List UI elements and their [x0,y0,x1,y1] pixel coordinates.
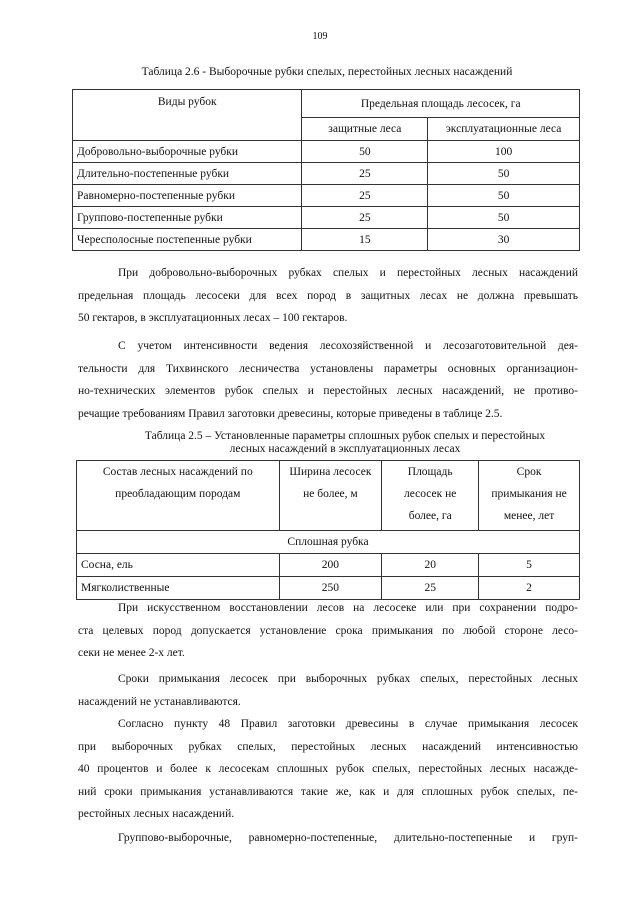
table-cell: Чересполосные постепенные рубки [73,229,302,251]
header-text: Срок [516,466,542,478]
header-text: Состав лесных насаждений по [102,466,253,478]
header-text: Площадь [407,466,453,478]
caption-line: лесных насаждений в эксплуатационных лесах [229,443,461,455]
table-header-cell [479,461,580,531]
table-header-cell: Предельная площадь лесосек, га [302,90,580,118]
text-line: предельная площадь лесосеки для всех пород в защитных лесах не должна превышать [78,289,578,302]
text-line: насаждений не устанавливаются. [78,695,241,708]
text-line: ста целевых пород допускается установление срока примыкания по любой стороне лесо- [78,624,578,637]
caption-line: Таблица 2.5 – Установленные параметры сплошных рубок спелых и перестойных [144,430,546,442]
table-cell: 50 [428,185,580,207]
table-cell: 30 [428,229,580,251]
text-line: 40 процентов и более к лесосекам сплошных рубок спелых, перестойных лесных насажде- [78,763,578,775]
table-cell: Равномерно-постепенные рубки [73,185,302,207]
table-header-cell: защитные леса [302,118,428,141]
paragraph [78,262,578,330]
text-line: Сроки примыкания лесосек при выборочных рубках спелых, перестойных лесных [118,673,578,685]
text-line: Согласно пункту 48 Правил заготовки древесины в случае примыкания лесосек [118,718,578,730]
table-header-cell: эксплуатационные леса [428,118,580,141]
table-cell: 50 [302,141,428,163]
table-cell: 25 [382,577,479,600]
table-cell: 50 [428,207,580,229]
clear-cuttings-table [76,460,580,600]
paragraph [78,668,578,713]
table-cell: 25 [302,185,428,207]
table-caption [110,430,580,456]
text-line: при выборочных рубках спелых, перестойных лесных насаждений интенсивностью [78,740,578,753]
selective-cuttings-table [72,89,580,251]
text-line: речащие требованиям Правил заготовки древесины, которые приведены в таблице 2.5. [78,407,503,420]
paragraph [78,335,578,425]
paragraph [78,597,578,665]
table-cell: 200 [279,554,382,577]
text-line: 50 гектаров, в эксплуатационных лесах – 100 гектаров. [78,312,348,324]
text-line: ний сроки примыкания устанавливаются такие же, как и для сплошных рубок спелых, пе- [78,785,578,798]
header-text: преобладающим породам [115,488,241,500]
table-row [73,163,580,185]
text-line: тельности для Тихвинского лесничества установлены параметры основных организацион- [78,362,578,375]
text-line: Группово-выборочные, равномерно-постепенные, длительно-постепенные и груп- [118,832,578,844]
table-cell: 50 [428,163,580,185]
table-cell: 25 [302,207,428,229]
table-header-cell [382,461,479,531]
table-row [73,229,580,251]
table-cell: 100 [428,141,580,163]
text-line: рестойных лесных насаждений. [78,808,235,820]
table-cell: 2 [479,577,580,600]
text-line: При искусственном восстановлении лесов на лесосеке или при сохранении подро- [118,602,578,614]
text-line: но-технических элементов рубок спелых и перестойных лесных насаждений, не противо- [78,385,578,397]
table-row [73,207,580,229]
table-cell: Сосна, ель [77,554,280,577]
page-number: 109 [312,31,328,42]
table-section-row: Сплошная рубка [77,531,580,554]
table-row [73,185,580,207]
header-text: менее, лет [503,510,555,522]
table-cell: Мягколиственные [77,577,280,600]
table-header-cell [77,461,280,531]
table-row [77,554,580,577]
table-cell: 250 [279,577,382,600]
table-cell: 25 [302,163,428,185]
text-line: С учетом интенсивности ведения лесохозяйственной и лесозаготовительной дея- [118,340,578,352]
table-row [73,141,580,163]
header-text: примыкания не [491,488,567,500]
text-line: секи не менее 2-х лет. [78,647,185,659]
table-header-cell [279,461,382,531]
paragraph [78,827,578,850]
header-text: более, га [408,510,452,522]
table-cell: Группово-постепенные рубки [73,207,302,229]
table-cell: Длительно-постепенные рубки [73,163,302,185]
table-caption: Таблица 2.6 - Выборочные рубки спелых, перестойных лесных насаждений [141,66,513,78]
header-text: не более, м [303,488,358,500]
table-cell: 15 [302,229,428,251]
table-cell: Добровольно-выборочные рубки [73,141,302,163]
text-line: При добровольно-выборочных рубках спелых и перестойных лесных насаждений [118,267,578,279]
table-cell: 5 [479,554,580,577]
header-text: лесосек не [404,488,457,500]
paragraph [78,713,578,826]
header-text: Ширина лесосек [289,466,372,478]
table-cell: 20 [382,554,479,577]
table-header-cell: Виды рубок [73,90,302,141]
